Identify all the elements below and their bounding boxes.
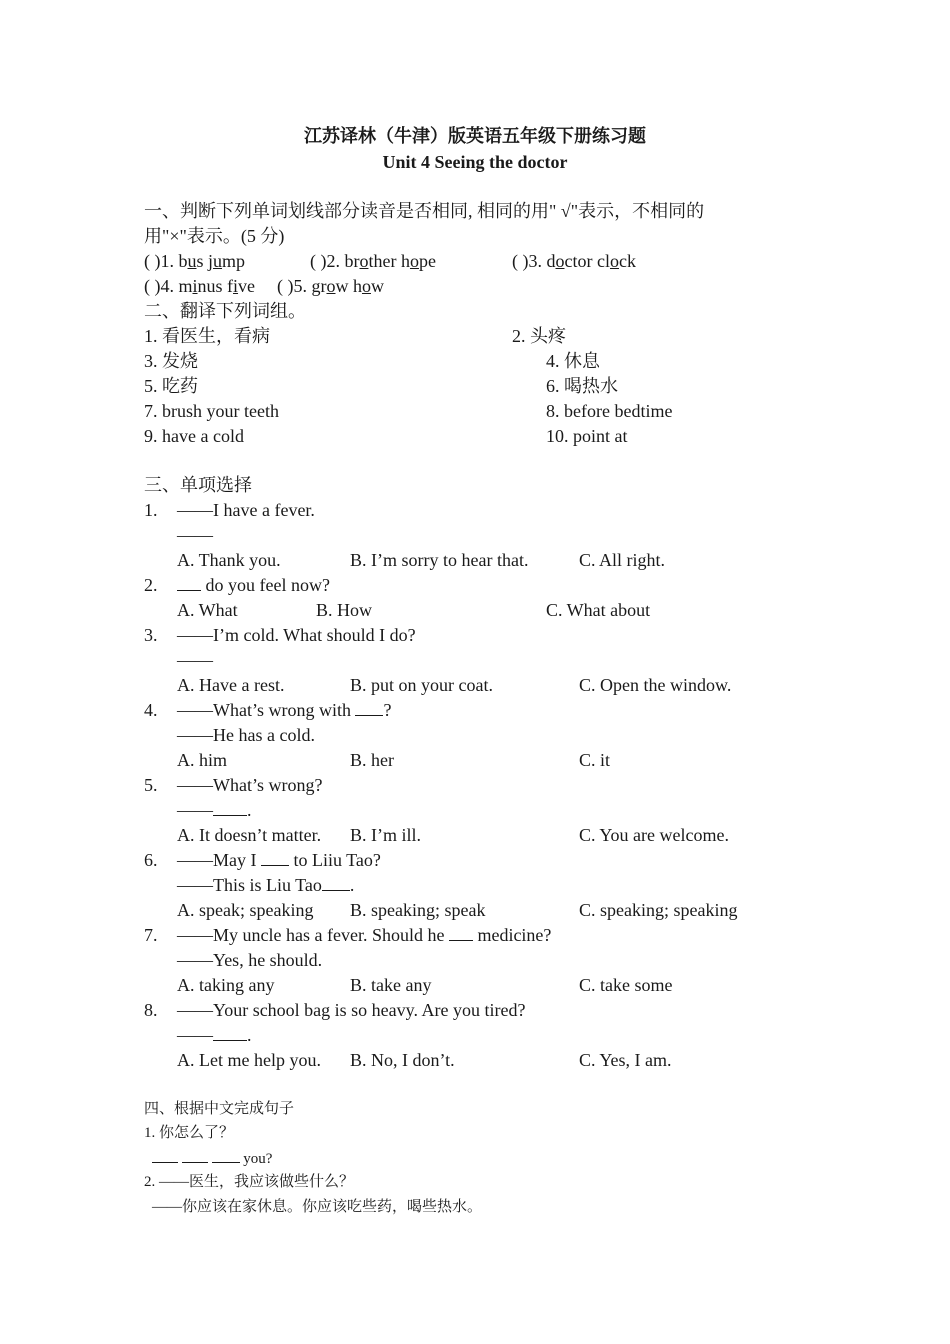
sec1-heading: 一、判断下列单词划线部分读音是否相同, 相同的用" √"表示，不相同的 xyxy=(144,201,705,221)
option-c: C. speaking; speaking xyxy=(579,900,738,920)
option-a: A. What xyxy=(177,600,238,620)
option-a: A. It doesn’t matter. xyxy=(177,825,322,845)
phrase-item: 4. 休息 xyxy=(546,351,600,371)
question-response: —— . xyxy=(177,1025,252,1045)
question-number: 2. xyxy=(144,575,158,595)
sentence-prompt-2: 2. ——医生，我应该做些什么？ xyxy=(144,1174,355,1190)
option-b: B. I’m ill. xyxy=(350,825,421,845)
option-a: A. Have a rest. xyxy=(177,675,285,695)
option-c: C. Open the window. xyxy=(579,675,732,695)
phrase-item: 5. 吃药 xyxy=(144,376,198,396)
option-c: C. it xyxy=(579,750,611,770)
answer-blank[interactable] xyxy=(322,874,350,891)
option-b: B. put on your coat. xyxy=(350,675,493,695)
sentence-prompt-2-line2: ——你应该在家休息。你应该吃些药，喝些热水。 xyxy=(152,1199,483,1215)
phrase-item: 9. have a cold xyxy=(144,426,244,446)
answer-blank[interactable] xyxy=(177,574,201,591)
answer-blank[interactable] xyxy=(212,1146,240,1163)
answer-blank[interactable] xyxy=(261,849,289,866)
option-b: B. take any xyxy=(350,975,432,995)
option-a: A. Let me help you. xyxy=(177,1050,321,1070)
question-number: 5. xyxy=(144,775,158,795)
option-a: A. him xyxy=(177,750,228,770)
option-a: A. speak; speaking xyxy=(177,900,314,920)
question-text: ——May I to Liiu Tao? xyxy=(177,850,381,870)
question-text: ——My uncle has a fever. Should he medicine? xyxy=(177,925,552,945)
answer-blank[interactable] xyxy=(449,924,473,941)
question-number: 1. xyxy=(144,500,158,520)
question-number: 6. xyxy=(144,850,158,870)
option-a: A. taking any xyxy=(177,975,275,995)
question-response: —— xyxy=(177,525,213,545)
option-c: C. take some xyxy=(579,975,673,995)
answer-blank[interactable] xyxy=(213,799,247,816)
sec4-heading: 四、根据中文完成句子 xyxy=(144,1101,295,1117)
phrase-item: 3. 发烧 xyxy=(144,351,198,371)
phrase-item: 10. point at xyxy=(546,426,628,446)
option-c: C. What about xyxy=(546,600,651,620)
phrase-item: 7. brush your teeth xyxy=(144,401,279,421)
sentence-prompt-1: 1. 你怎么了？ xyxy=(144,1125,235,1141)
question-response: ——Yes, he should. xyxy=(177,950,323,970)
sec2-heading: 二、翻译下列词组。 xyxy=(144,301,306,321)
question-text: do you feel now? xyxy=(177,573,330,597)
phonics-item-2: ( )2. brother hope xyxy=(310,251,436,271)
question-response: —— xyxy=(177,650,213,670)
option-b: B. speaking; speak xyxy=(350,900,486,920)
question-number: 3. xyxy=(144,625,158,645)
question-text: ——What’s wrong? xyxy=(177,775,323,795)
question-number: 7. xyxy=(144,925,158,945)
answer-blank[interactable] xyxy=(182,1146,208,1163)
question-response: —— . xyxy=(177,800,252,820)
worksheet-subtitle: Unit 4 Seeing the doctor xyxy=(382,152,568,172)
option-c: C. You are welcome. xyxy=(579,825,729,845)
sentence-answer-1: you? xyxy=(152,1146,272,1171)
question-text: ——I have a fever. xyxy=(177,500,315,520)
phrase-item: 1. 看医生，看病 xyxy=(144,326,270,346)
phonics-item-4: ( )4. minus five xyxy=(144,276,256,296)
option-c: C. Yes, I am. xyxy=(579,1050,672,1070)
answer-blank[interactable] xyxy=(213,1024,247,1041)
phrase-item: 6. 喝热水 xyxy=(546,376,618,396)
sec3-heading: 三、单项选择 xyxy=(144,475,252,495)
phrase-item: 8. before bedtime xyxy=(546,401,673,421)
phonics-item-5: ( )5. grow how xyxy=(277,276,384,296)
option-c: C. All right. xyxy=(579,550,666,570)
option-b: B. How xyxy=(316,600,373,620)
question-text: ——I’m cold. What should I do? xyxy=(177,625,416,645)
question-response: ——He has a cold. xyxy=(177,725,315,745)
question-number: 8. xyxy=(144,1000,158,1020)
answer-blank[interactable] xyxy=(152,1146,178,1163)
question-text: ——What’s wrong with ? xyxy=(177,700,392,720)
option-b: B. I’m sorry to hear that. xyxy=(350,550,529,570)
phonics-item-1: ( )1. bus jump xyxy=(144,251,246,271)
question-response: ——This is Liu Tao . xyxy=(177,875,355,895)
option-b: B. her xyxy=(350,750,394,770)
phonics-item-3: ( )3. doctor clock xyxy=(512,251,636,271)
answer-blank[interactable] xyxy=(355,699,383,716)
worksheet-title: 江苏译林（牛津）版英语五年级下册练习题 xyxy=(304,126,646,146)
phrase-item: 2. 头疼 xyxy=(512,326,566,346)
question-number: 4. xyxy=(144,700,158,720)
question-text: ——Your school bag is so heavy. Are you tired? xyxy=(177,1000,526,1020)
option-b: B. No, I don’t. xyxy=(350,1050,455,1070)
option-a: A. Thank you. xyxy=(177,550,281,570)
sec1-heading-2: 用"×"表示。(5 分) xyxy=(144,226,285,246)
